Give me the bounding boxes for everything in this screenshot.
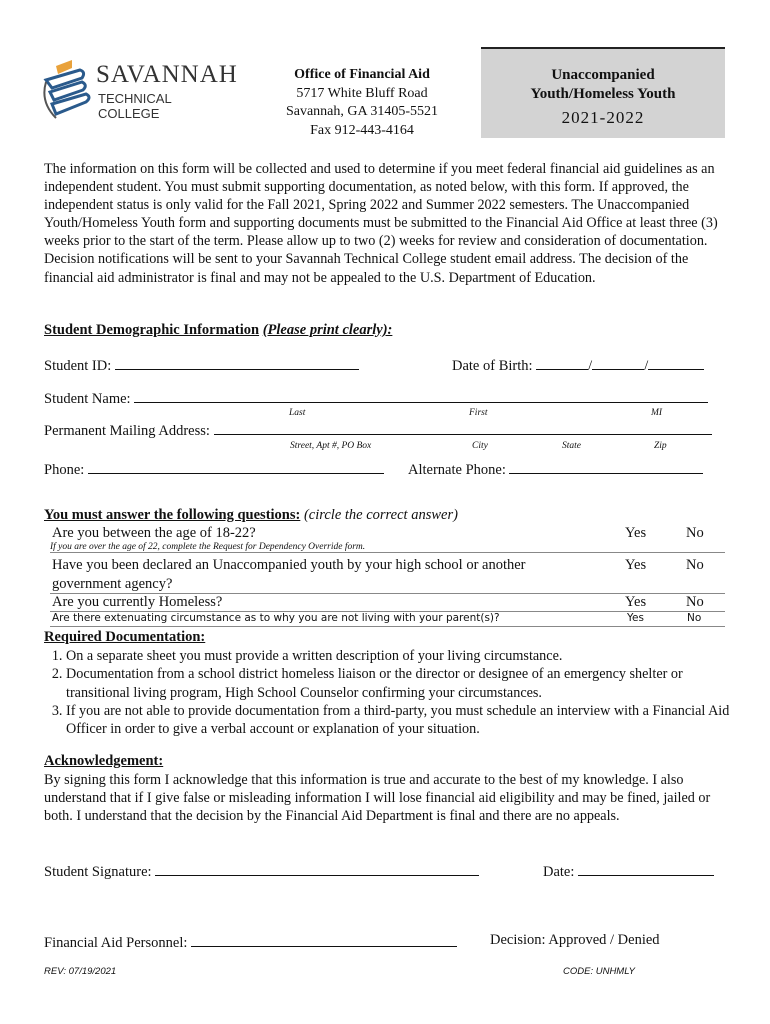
- form-title-line1: Unaccompanied: [551, 67, 655, 83]
- dob-separator: /: [644, 358, 649, 374]
- dob-month-field[interactable]: [536, 355, 588, 370]
- student-id-row: [44, 355, 359, 375]
- signature-date-field[interactable]: [578, 861, 714, 876]
- q1-no-option[interactable]: No: [686, 525, 704, 541]
- college-logo-mark-icon: [42, 58, 94, 130]
- q4-divider: [50, 626, 725, 627]
- q3-yes-option[interactable]: Yes: [625, 594, 647, 610]
- dob-day-field[interactable]: [592, 355, 644, 370]
- dob-separator: /: [588, 358, 593, 374]
- alt-phone-row: [408, 459, 703, 479]
- demographic-heading-note: (Please print clearly):: [262, 322, 393, 338]
- form-code: CODE: UNHMLY: [563, 966, 635, 977]
- q4-yes-option[interactable]: Yes: [627, 612, 644, 624]
- addr-zip-caption: Zip: [654, 441, 667, 451]
- signature-date-label: Date:: [543, 864, 575, 880]
- revision-code: REV: 07/19/2021: [44, 966, 117, 977]
- office-address-block: [262, 66, 462, 140]
- logo-name: SAVANNAH: [96, 61, 238, 88]
- addr-state-caption: State: [562, 441, 581, 451]
- alt-phone-label: Alternate Phone:: [408, 462, 506, 478]
- decision-text: Decision: Approved / Denied: [490, 932, 660, 948]
- personnel-row: [44, 932, 457, 952]
- office-fax: Fax 912-443-4164: [310, 122, 414, 138]
- student-id-field[interactable]: [115, 355, 359, 370]
- ack-heading: Acknowledgement:: [44, 753, 164, 769]
- question-age: Are you between the age of 18-22?: [52, 525, 256, 541]
- questions-heading: You must answer the following questions:: [44, 507, 301, 523]
- q1-note: If you are over the age of 22, complete the Request for Dependency Override form.: [50, 542, 725, 553]
- name-first-caption: First: [469, 408, 488, 418]
- college-logo: [42, 58, 238, 130]
- question-homeless: Are you currently Homeless?: [52, 594, 223, 610]
- dob-row: [452, 355, 704, 375]
- phone-field[interactable]: [88, 459, 384, 474]
- required-doc-heading: Required Documentation:: [44, 629, 206, 645]
- dob-year-field[interactable]: [648, 355, 704, 370]
- addr-street-caption: Street, Apt #, PO Box: [290, 441, 372, 451]
- demographic-heading: Student Demographic Information: [44, 322, 260, 338]
- student-signature-row: [44, 861, 479, 881]
- ack-text: By signing this form I acknowledge that this information is true and accurate to the best of my knowledge. I also understand that if I give false or misleading information I will lose financial aid eligibility and may be fined, jailed or both. I understand that the decision by the Financial Aid Department is final and there are no appeals.: [44, 772, 711, 825]
- student-signature-field[interactable]: [155, 861, 479, 876]
- required-doc-list: [44, 647, 730, 738]
- q1-yes-option[interactable]: Yes: [625, 525, 647, 541]
- intro-paragraph: The information on this form will be collected and used to determine if you meet federal financial aid guidelines as an independent student. You must submit supporting documentation, as noted below, with this form. If approved, the independent status is only valid for the Fall 2021, Spring 2022 and Summer 2022 semesters. The Unaccompanied Youth/Homeless Youth form and supporting documents must be submitted to the Financial Aid Office at least three (3) weeks prior to the start of the term. Please allow up to two (2) weeks for review and consideration of documentation. Decision notifications will be sent to your Savannah Technical College student email address. The decision of the financial aid administrator is final and may not be appealed to the U.S. Department of Education.: [44, 161, 718, 286]
- required-doc-item: 1. On a separate sheet you must provide a written description of your living circumstance.: [66, 647, 730, 665]
- question-unaccompanied-line2: government agency?: [52, 576, 173, 592]
- personnel-field[interactable]: [191, 932, 457, 947]
- student-signature-label: Student Signature:: [44, 864, 152, 880]
- signature-date-row: [543, 861, 714, 881]
- phone-row: [44, 459, 384, 479]
- dob-label: Date of Birth:: [452, 358, 533, 374]
- office-address-line1: 5717 White Bluff Road: [296, 85, 428, 101]
- form-year: 2021-2022: [561, 108, 645, 127]
- office-address-line2: Savannah, GA 31405-5521: [285, 104, 439, 119]
- required-doc-item: 3. If you are not able to provide documentation from a third-party, you must schedule an interview with a Financial Aid Officer in order to give a verbal account or explanation of your situation.: [66, 702, 730, 739]
- name-mi-caption: MI: [651, 408, 663, 418]
- student-name-field[interactable]: [134, 388, 708, 403]
- personnel-label: Financial Aid Personnel:: [44, 935, 188, 951]
- office-name: Office of Financial Aid: [294, 67, 430, 82]
- mailing-address-row: [44, 420, 712, 440]
- phone-label: Phone:: [44, 462, 85, 478]
- alt-phone-field[interactable]: [509, 459, 703, 474]
- demographic-heading-row: [44, 322, 392, 339]
- question-unaccompanied-line1: Have you been declared an Unaccompanied youth by your high school or another: [52, 557, 526, 573]
- mailing-address-label: Permanent Mailing Address:: [44, 423, 210, 439]
- student-id-label: Student ID:: [44, 358, 112, 374]
- q4-no-option[interactable]: No: [687, 612, 702, 624]
- addr-city-caption: City: [472, 441, 488, 451]
- required-doc-item: 2. Documentation from a school district homeless liaison or the director or designee of an emergency shelter or transitional living program, High School Counselor confirming your circumstances.: [66, 665, 730, 702]
- question-extenuating: Are there extenuating circumstance as to why you are not living with your parent(s)?: [52, 612, 500, 624]
- questions-heading-note: (circle the correct answer): [303, 507, 458, 523]
- questions-heading-row: [44, 507, 458, 524]
- form-title-box: [481, 47, 725, 138]
- q3-no-option[interactable]: No: [686, 594, 704, 610]
- q2-no-option[interactable]: No: [686, 557, 704, 573]
- student-name-row: [44, 388, 708, 408]
- logo-subname: TECHNICAL COLLEGE: [98, 91, 172, 121]
- form-title-line2: Youth/Homeless Youth: [530, 86, 676, 102]
- mailing-address-field[interactable]: [214, 420, 712, 435]
- name-last-caption: Last: [289, 408, 306, 418]
- student-name-label: Student Name:: [44, 391, 131, 407]
- q2-yes-option[interactable]: Yes: [625, 557, 647, 573]
